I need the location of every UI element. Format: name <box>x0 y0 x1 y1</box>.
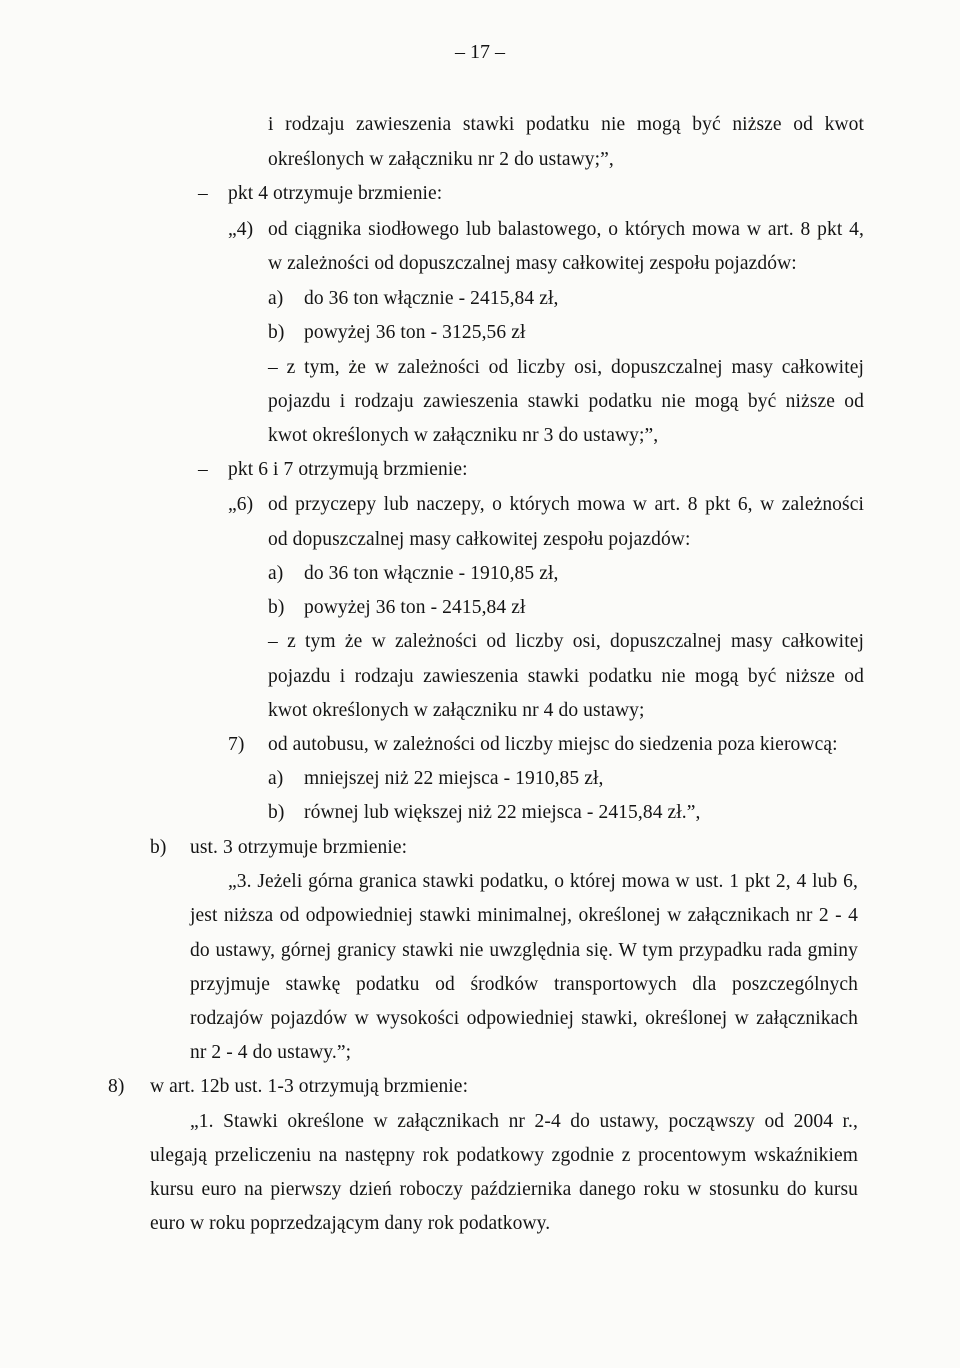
text-line: do ustawy, górnej granicy stawki nie uwzględnia się. W tym przypadku rada gminy <box>190 940 858 961</box>
text-line: i rodzaju zawieszenia stawki podatku nie mogą być niższe od kwot <box>268 114 864 135</box>
text-line: kursu euro na pierwszy dzień roboczy października danego roku w stosunku do kursu <box>150 1179 858 1200</box>
text-line: – z tym, że w zależności od liczby osi, dopuszczalnej masy całkowitej <box>268 357 864 378</box>
text-line: „3. Jeżeli górna granica stawki podatku, o której mowa w ust. 1 pkt 2, 4 lub 6, <box>228 871 858 892</box>
text-line: powyżej 36 ton - 2415,84 zł <box>304 597 526 618</box>
text-line: pojazdu i rodzaju zawieszenia stawki podatku nie mogą być niższe od <box>268 666 864 687</box>
text-line: określonych w załączniku nr 2 do ustawy;”, <box>268 149 614 170</box>
text-line: w art. 12b ust. 1-3 otrzymują brzmienie: <box>150 1076 469 1097</box>
text-line: od ciągnika siodłowego lub balastowego, o których mowa w art. 8 pkt 4, <box>268 219 864 240</box>
text-line: do 36 ton włącznie - 2415,84 zł, <box>304 288 559 309</box>
text-line: nr 2 - 4 do ustawy.”; <box>190 1042 352 1063</box>
text-line: przyjmuje stawkę podatku od środków transportowych dla poszczególnych <box>190 974 858 995</box>
text-line: jest niższa od odpowiedniej stawki minimalnej, określonej w załącznikach nr 2 - 4 <box>190 905 858 926</box>
list-marker: a) <box>268 563 284 584</box>
text-line: od dopuszczalnej masy całkowitej zespołu pojazdów: <box>268 529 691 550</box>
text-line: pkt 6 i 7 otrzymują brzmienie: <box>228 459 468 480</box>
list-marker: b) <box>150 837 167 858</box>
text-line: pojazdu i rodzaju zawieszenia stawki podatku nie mogą być niższe od <box>268 391 864 412</box>
list-marker: – <box>198 459 208 480</box>
list-marker: b) <box>268 597 285 618</box>
text-line: od autobusu, w zależności od liczby miejsc do siedzenia poza kierowcą: <box>268 734 838 755</box>
text-line: powyżej 36 ton - 3125,56 zł <box>304 322 526 343</box>
text-line: euro w roku poprzedzającym dany rok podatkowy. <box>150 1213 551 1234</box>
list-marker: a) <box>268 288 284 309</box>
text-line: pkt 4 otrzymuje brzmienie: <box>228 183 443 204</box>
list-marker: – <box>198 183 208 204</box>
text-line: kwot określonych w załączniku nr 3 do ustawy;”, <box>268 425 659 446</box>
text-line: – z tym że w zależności od liczby osi, dopuszczalnej masy całkowitej <box>268 631 864 652</box>
text-line: ulegają przeliczeniu na następny rok podatkowy zgodnie z procentowym wskaźnikiem <box>150 1145 858 1166</box>
page-number: – 17 – <box>455 41 505 63</box>
list-marker: 8) <box>108 1076 125 1097</box>
text-line: ust. 3 otrzymuje brzmienie: <box>190 837 408 858</box>
list-marker: a) <box>268 768 284 789</box>
list-marker: b) <box>268 802 285 823</box>
text-line: rodzajów pojazdów w wysokości odpowiedniej stawki, określonej w załącznikach <box>190 1008 858 1029</box>
text-line: kwot określonych w załączniku nr 4 do ustawy; <box>268 700 645 721</box>
text-line: od przyczepy lub naczepy, o których mowa w art. 8 pkt 6, w zależności <box>268 494 864 515</box>
text-line: „1. Stawki określone w załącznikach nr 2-4 do ustawy, począwszy od 2004 r., <box>190 1111 858 1132</box>
text-line: do 36 ton włącznie - 1910,85 zł, <box>304 563 559 584</box>
list-marker: „6) <box>228 494 254 515</box>
text-line: równej lub większej niż 22 miejsca - 2415,84 zł.”, <box>304 802 701 823</box>
list-marker: b) <box>268 322 285 343</box>
text-line: mniejszej niż 22 miejsca - 1910,85 zł, <box>304 768 604 789</box>
list-marker: „4) <box>228 219 254 240</box>
list-marker: 7) <box>228 734 245 755</box>
text-line: w zależności od dopuszczalnej masy całkowitej zespołu pojazdów: <box>268 253 797 274</box>
